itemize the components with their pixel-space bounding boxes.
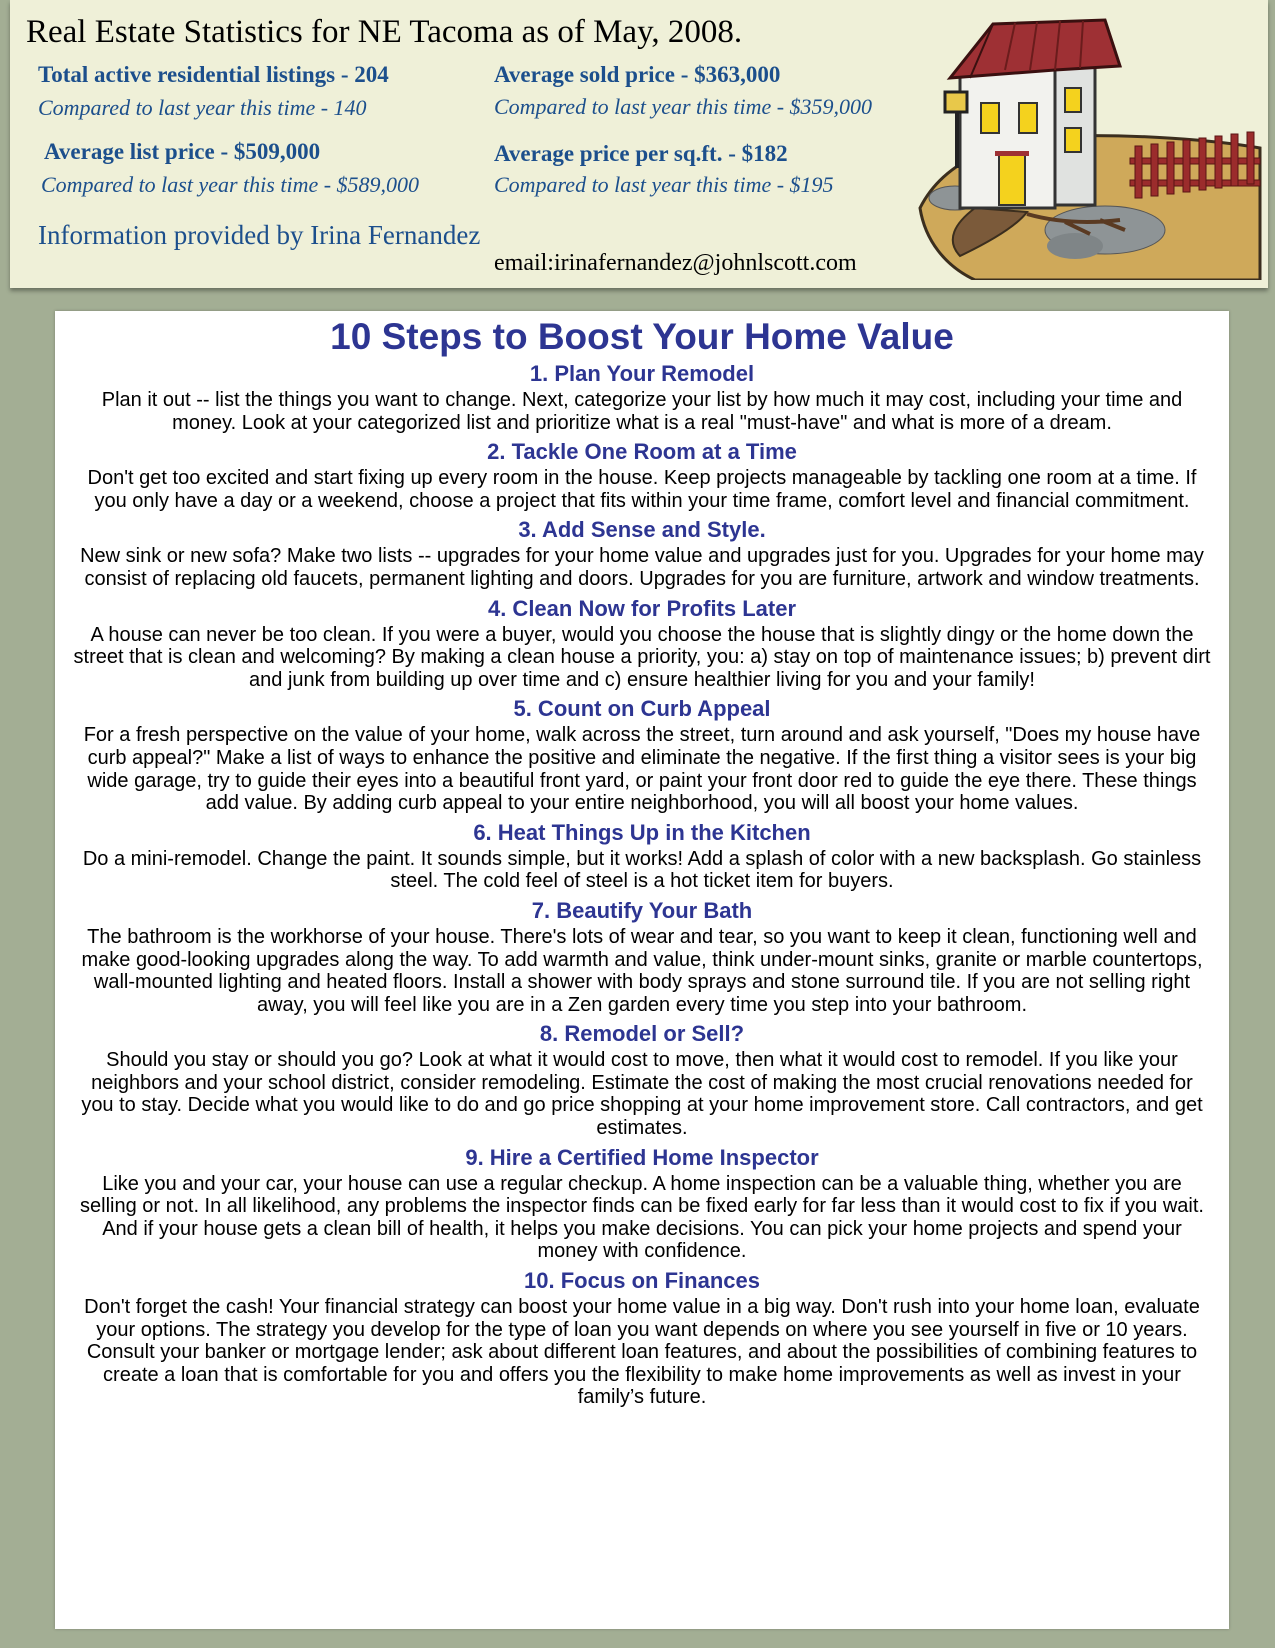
stat-price-per-sqft: Average price per sq.ft. - $182 [494, 141, 788, 166]
lamp-post [955, 108, 959, 168]
step-body: Do a mini-remodel. Change the paint. It sounds simple, but it works! Add a splash of color with a new backsplash. Go stainless steel. The cold feel of steel is a hot ticket item for buyers. [82, 847, 1202, 893]
step-body: Plan it out -- list the things you want to change. Next, categorize your list by how much it may cost, including your time and money. Look at your categorized list and prioritize what is a real "must-have" and what is more of a dream. [101, 389, 1183, 434]
step-heading: 1. Plan Your Remodel [529, 361, 755, 386]
stat-sold-price-compare: Compared to last year this time - $359,000 [494, 94, 873, 119]
step-6 [55, 820, 1229, 893]
front-door [999, 153, 1025, 205]
stat-list-price-compare: Compared to last year this time - $589,000 [41, 172, 420, 197]
step-3 [55, 517, 1229, 590]
step-1 [55, 361, 1229, 434]
step-heading: 6. Heat Things Up in the Kitchen [473, 819, 811, 845]
step-8 [55, 1021, 1229, 1139]
article-title: 10 Steps to Boost Your Home Value [330, 316, 954, 357]
step-body: Should you stay or should you go? Look at what it would cost to move, then what it would cost to remodel. If you like your neighbors and your school district, consider remodeling. Estimate the cost of making the most crucial renovations needed for you to stay. Decide what you would like to do and go price shopping at your home improvement store. Call contractors, and get estimates. [81, 1049, 1203, 1140]
step-heading: 2. Tackle One Room at a Time [487, 439, 797, 465]
step-9 [55, 1145, 1229, 1263]
window-upper-right [1019, 103, 1037, 133]
step-heading: 3. Add Sense and Style. [518, 517, 766, 543]
window-upper-left [981, 103, 999, 133]
stats-header [10, 0, 1268, 288]
step-heading: 10. Focus on Finances [524, 1268, 760, 1294]
house-illustration [915, 8, 1265, 280]
step-heading: 9. Hire a Certified Home Inspector [465, 1144, 819, 1170]
info-credit: Information provided by Irina Fernandez [38, 220, 481, 250]
step-body: Don't forget the cash! Your financial strategy can boost your home value in a big way. Don't rush into your home loan, evaluate your options. The strategy you develop for the type of loan you want depends on where you see yourself in five or 10 years. Consult your banker or mortgage lender; ask about different loan features, and about the possibilities of combining features to create a loan that is comfortable for you and offers you the flexibility to make home improvements as well as invest in your family’s future. [84, 1296, 1200, 1409]
lamp [945, 92, 967, 112]
stat-list-price: Average list price - $509,000 [44, 139, 321, 164]
stat-active-listings-compare: Compared to last year this time - 140 [38, 95, 367, 120]
step-body: For a fresh perspective on the value of your home, walk across the street, turn around and ask yourself, "Does my house have curb appeal?" Make a list of ways to enhance the positive and eliminate the negative. If the first thing a visitor sees is your big wide garage, try to guide their eyes into a beautiful front yard, or paint your front door red to guide the eye there. These things add value. By adding curb appeal to your entire neighborhood, you will all boost your home values. [83, 724, 1201, 815]
step-heading: 4. Clean Now for Profits Later [487, 595, 797, 621]
step-body: New sink or new sofa? Make two lists -- upgrades for your home value and upgrades just for you. Upgrades for your home may consist of replacing old faucets, permanent lighting and doors. Upgrades for you are furniture, artwork and window treatments. [80, 545, 1204, 590]
stat-sold-price: Average sold price - $363,000 [494, 62, 781, 87]
step-body: A house can never be too clean. If you were a buyer, would you choose the house that is slightly dingy or the home down the street that is clean and welcoming? By making a clean house a priority, you: a) stay on top of maintenance issues; b) prevent dirt and junk from building up over time and c) ensure healthier living for you and your family! [73, 623, 1211, 691]
step-4 [55, 596, 1229, 692]
step-heading: 5. Count on Curb Appeal [513, 696, 771, 722]
step-body: Like you and your car, your house can use a regular checkup. A home inspection can be a valuable thing, whether you are selling or not. In all likelihood, any problems the inspector finds can be fixed early for far less than it would cost to fix if you wait. And if your house gets a clean bill of health, it helps you make decisions. You can pick your home projects and spend your money with confidence. [80, 1172, 1204, 1263]
step-10 [55, 1268, 1229, 1409]
step-7 [55, 898, 1229, 1016]
header-title: Real Estate Statistics for NE Tacoma as of May, 2008. [26, 14, 743, 50]
step-heading: 8. Remodel or Sell? [539, 1021, 745, 1047]
contact-email: email:irinafernandez@johnlscott.com [494, 250, 857, 276]
step-5 [55, 696, 1229, 814]
stat-price-per-sqft-compare: Compared to last year this time - $195 [494, 172, 834, 197]
article-panel [55, 311, 1229, 1629]
step-2 [55, 439, 1229, 512]
stat-active-listings: Total active residential listings - 204 [38, 62, 389, 87]
step-body: Don't get too excited and start fixing up every room in the house. Keep projects manageable by tackling one room at a time. If you only have a day or a weekend, choose a project that fits within your time frame, comfort level and financial commitment. [87, 467, 1197, 512]
window-side [1065, 88, 1081, 112]
step-body: The bathroom is the workhorse of your house. There's lots of wear and tear, so you want to keep it clean, functioning well and make good-looking upgrades along the way. To add warmth and value, think under-mount sinks, granite or marble countertops, wall-mounted lighting and heated floors. Install a shower with body sprays and stone surround tile. If you are not selling right away, you will feel like you are in a Zen garden every time you step into your bathroom. [81, 925, 1203, 1016]
step-heading: 7. Beautify Your Bath [531, 897, 753, 923]
window-side-lower [1065, 128, 1081, 152]
